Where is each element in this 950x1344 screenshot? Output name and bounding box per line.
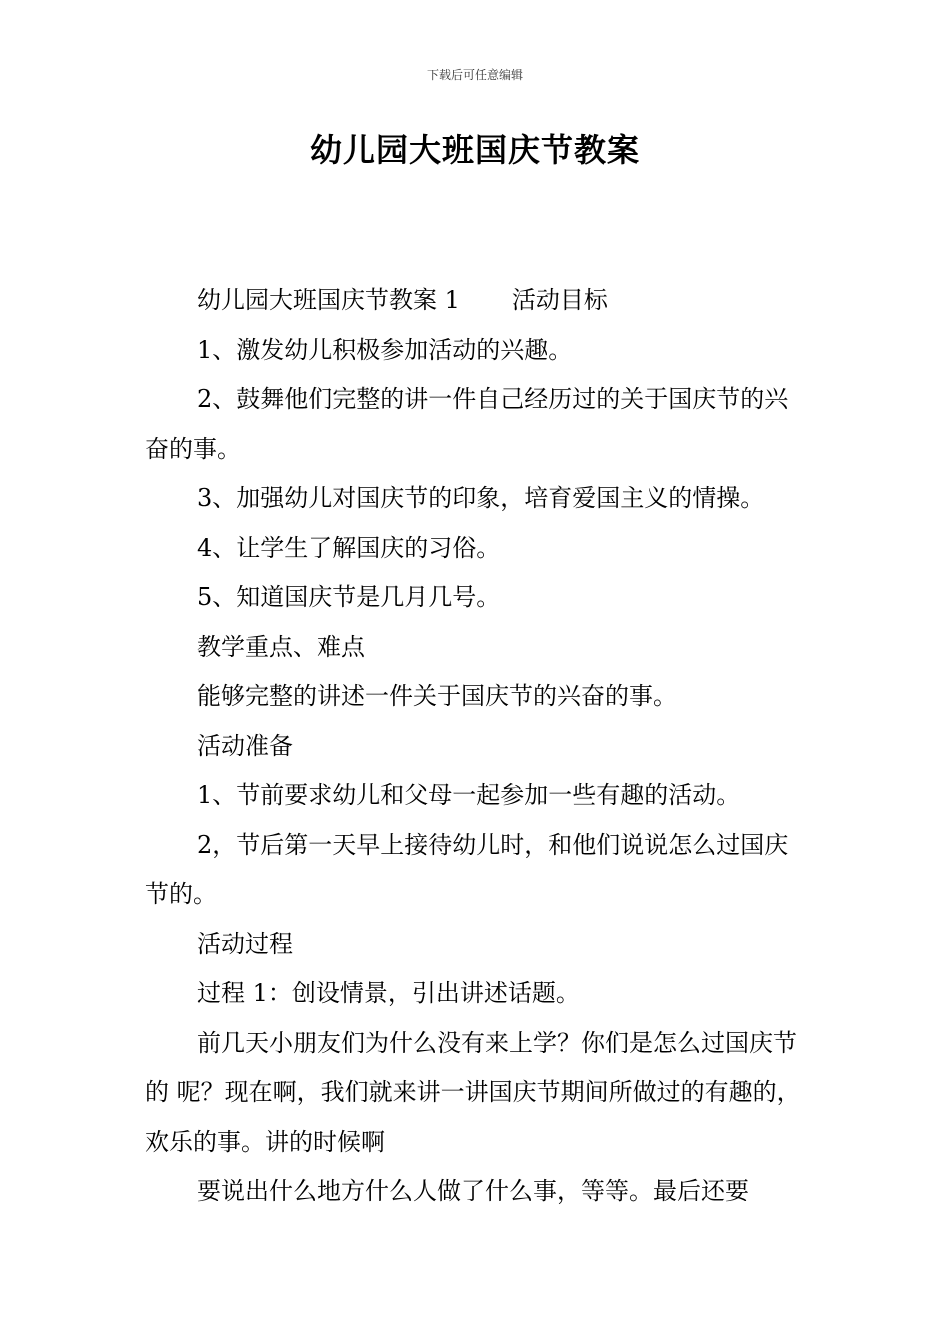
paragraph-process-1-text: 前几天小朋友们为什么没有来上学？你们是怎么过国庆节的 呢？现在啊，我们就来讲一讲国庆节期间所做过的有趣的，欢乐的事。讲的时候啊 bbox=[145, 1028, 801, 1156]
paragraph-goal-4: 4、让学生了解国庆的习俗。 bbox=[197, 533, 501, 562]
paragraph-goal-5: 5、知道国庆节是几月几号。 bbox=[197, 583, 501, 611]
section-heading-title: 幼儿园大班国庆节教案 1 bbox=[197, 286, 460, 314]
paragraph-preparation-heading: 活动准备 bbox=[197, 731, 293, 760]
paragraph-key-points-heading: 教学重点、难点 bbox=[197, 632, 365, 661]
document-title: 幼儿园大班国庆节教案 bbox=[309, 131, 640, 169]
paragraph-process-1: 过程 1：创设情景，引出讲述话题。 bbox=[197, 979, 580, 1007]
paragraph-goal-2: 2、鼓舞他们完整的讲一件自己经历过的关于国庆节的兴奋的事。 bbox=[145, 385, 789, 463]
paragraph-key-points: 能够完整的讲述一件关于国庆节的兴奋的事。 bbox=[197, 682, 677, 710]
document-body bbox=[145, 276, 809, 1217]
header-note: 下载后可任意编辑 bbox=[426, 68, 523, 82]
paragraph-preparation-2: 2，节后第一天早上接待幼儿时，和他们说说怎么过国庆节的。 bbox=[145, 830, 789, 908]
paragraph-preparation-1: 1、节前要求幼儿和父母一起参加一些有趣的活动。 bbox=[197, 781, 741, 809]
paragraph-process-1-continued: 要说出什么地方什么人做了什么事，等等。最后还要 bbox=[197, 1177, 749, 1205]
section-heading-subtitle: 活动目标 bbox=[511, 286, 608, 314]
paragraph-goal-3: 3、加强幼儿对国庆节的印象，培育爱国主义的情操。 bbox=[197, 484, 765, 512]
section-heading bbox=[145, 276, 809, 326]
paragraph-process-heading: 活动过程 bbox=[197, 929, 293, 958]
paragraph-goal-1: 1、激发幼儿积极参加活动的兴趣。 bbox=[197, 335, 573, 364]
